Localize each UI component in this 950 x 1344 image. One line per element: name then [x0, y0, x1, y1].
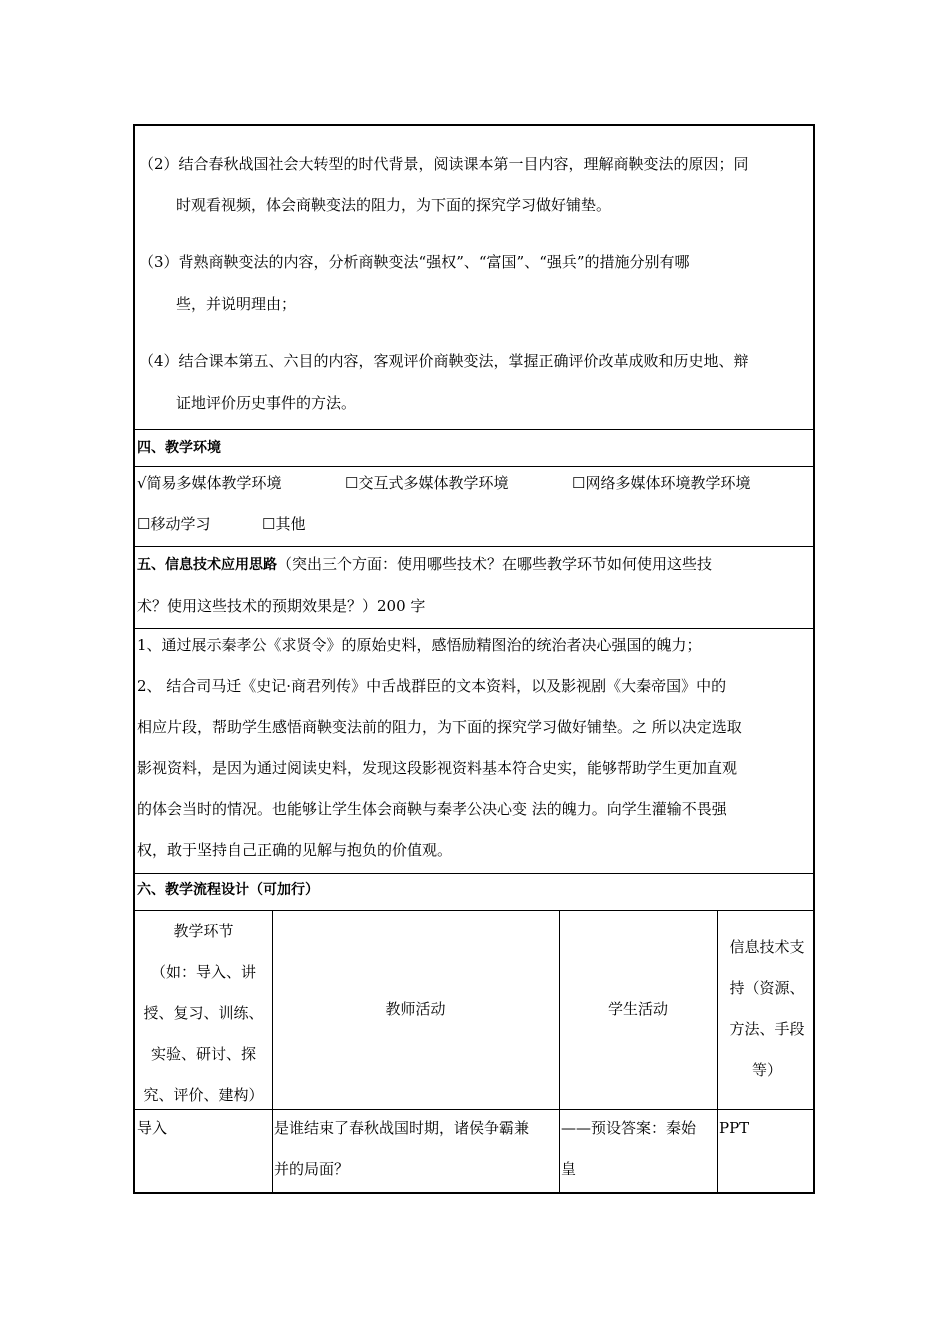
header-stage-line: 实验、研讨、探 — [150, 1045, 256, 1063]
tech-heading-line2: 术？使用这些技术的预期效果是？）200 字 — [137, 597, 426, 615]
col-divider — [559, 1110, 560, 1194]
header-stage-line: 授、复习、训练、 — [143, 1004, 264, 1022]
row-tech: PPT — [719, 1119, 750, 1137]
tech-line-2: 2、 结合司马迁《史记·商君列传》中舌战群臣的文本资料，以及影视剧《大秦帝国》中的 — [137, 677, 727, 695]
header-tech-line: 等） — [751, 1061, 782, 1079]
col-divider — [717, 1110, 718, 1194]
objective-2-line2: 时观看视频，体会商鞅变法的阻力，为下面的探究学习做好铺垫。 — [176, 196, 612, 214]
objective-3-line1: （3）背熟商鞅变法的内容，分析商鞅变法“强权”、“富国”、“强兵”的措施分别有哪 — [139, 253, 690, 271]
tech-heading-title: 五、信息技术应用思路 — [137, 557, 277, 573]
tech-heading-note: （突出三个方面：使用哪些技术？在哪些教学环节如何使用这些技 — [277, 555, 713, 573]
env-option-simple[interactable]: √简易多媒体教学环境 — [137, 474, 282, 492]
env-option-other[interactable]: ☐其他 — [262, 515, 306, 533]
flow-table-row — [135, 1110, 813, 1194]
env-option-network[interactable]: ☐网络多媒体环境教学环境 — [572, 474, 751, 492]
flow-heading-row — [135, 874, 813, 911]
objective-4-line2: 证地评价历史事件的方法。 — [176, 394, 357, 412]
tech-line-3: 相应片段，帮助学生感悟商鞅变法前的阻力，为下面的探究学习做好铺垫。之 所以决定选取 — [137, 718, 742, 736]
lesson-plan-table — [133, 124, 815, 1194]
tech-line-5: 的体会当时的情况。也能够让学生体会商鞅与秦孝公决心变 法的魄力。向学生灌输不畏强 — [137, 800, 727, 818]
env-option-mobile[interactable]: ☐移动学习 — [137, 515, 211, 533]
row-student-line: 皇 — [561, 1160, 577, 1178]
header-student: 学生活动 — [607, 1000, 668, 1018]
row-student — [561, 1108, 696, 1190]
environment-heading: 四、教学环境 — [137, 440, 221, 456]
tech-heading-row — [135, 547, 813, 629]
tech-heading — [137, 554, 712, 575]
row-teacher-line: 并的局面？ — [274, 1160, 350, 1178]
tech-line-6: 权，敢于坚持自己正确的见解与抱负的价值观。 — [137, 841, 453, 859]
objectives-section — [135, 126, 813, 430]
env-option-interactive[interactable]: ☐交互式多媒体教学环境 — [345, 474, 509, 492]
tech-line-1: 1、通过展示秦孝公《求贤令》的原始史料，感悟励精图治的统治者决心强国的魄力； — [137, 636, 702, 654]
tech-line-4: 影视资料，是因为通过阅读史料，发现这段影视资料基本符合史实，能够帮助学生更加直观 — [137, 759, 738, 777]
tech-content — [135, 629, 813, 874]
flow-heading: 六、教学流程设计（可加行） — [137, 882, 319, 898]
header-tech-line: 持（资源、 — [729, 979, 805, 997]
objective-3-line2: 些，并说明理由； — [176, 295, 297, 313]
header-tech — [717, 927, 817, 1091]
header-teacher: 教师活动 — [385, 1000, 446, 1018]
header-tech-line: 信息技术支 — [729, 938, 805, 956]
col-divider — [272, 1110, 273, 1194]
objective-4-line1: （4）结合课本第五、六目的内容，客观评价商鞅变法，掌握正确评价改革成败和历史地、辩 — [139, 352, 749, 370]
header-stage-line: （如：导入、讲 — [150, 963, 256, 981]
environment-options — [135, 467, 813, 547]
row-teacher-line: 是谁结束了春秋战国时期，诸侯争霸兼 — [274, 1119, 530, 1137]
header-stage-line: 究、评价、建构） — [143, 1086, 264, 1104]
row-stage: 导入 — [137, 1119, 168, 1137]
header-tech-line: 方法、手段 — [729, 1020, 805, 1038]
environment-heading-row — [135, 430, 813, 467]
header-stage-line: 教学环节 — [173, 922, 234, 940]
flow-table-header — [135, 911, 813, 1110]
header-stage — [135, 911, 272, 1116]
row-teacher — [274, 1108, 529, 1190]
row-student-line: ——预设答案：秦始 — [561, 1119, 697, 1137]
objective-2-line1: （2）结合春秋战国社会大转型的时代背景，阅读课本第一目内容，理解商鞅变法的原因；同 — [139, 155, 749, 173]
